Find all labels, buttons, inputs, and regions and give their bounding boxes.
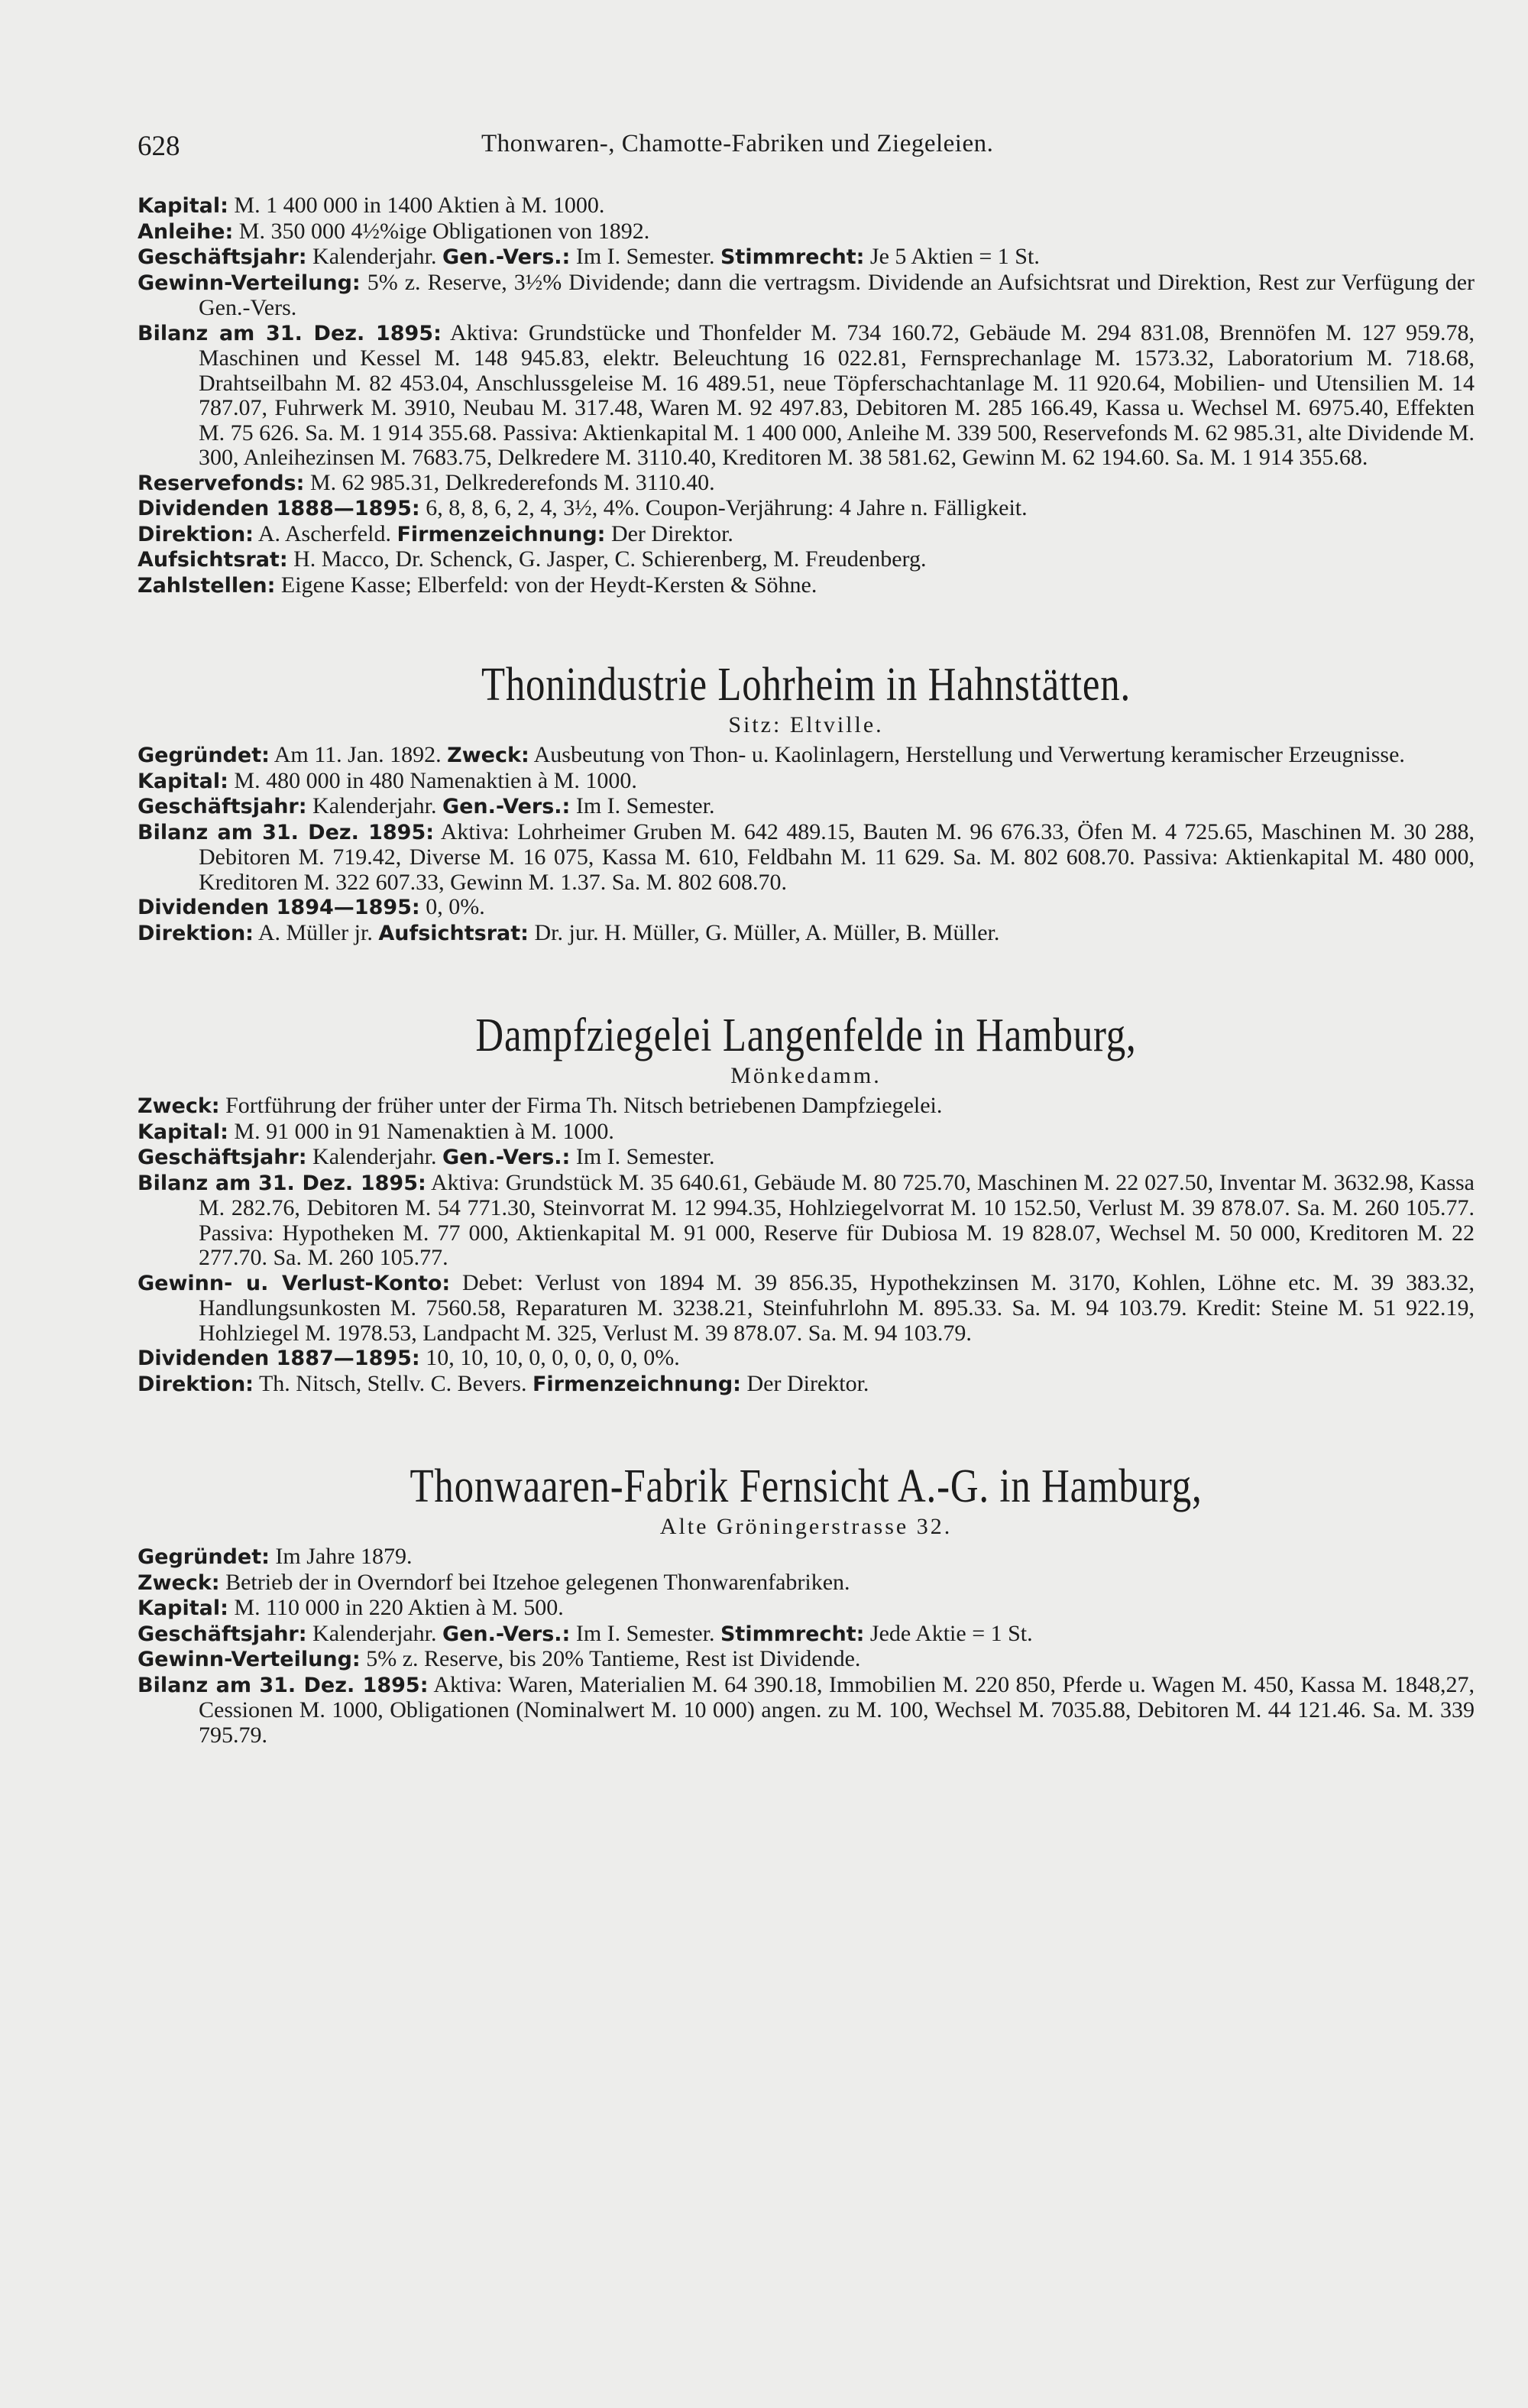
running-head (138, 130, 1482, 168)
entry-kapital: Kapital: M. 91 000 in 91 Namenaktien à M. 1000. (138, 1118, 614, 1144)
entry-zahlstellen: Zahlstellen: Eigene Kasse; Elberfeld: von der Heydt-Kersten & Söhne. (138, 572, 817, 598)
entry-gewinn-verteilung: Gewinn-Verteilung: 5% z. Reserve, bis 20% Tantieme, Rest ist Dividende. (138, 1646, 861, 1671)
entry-geschaeftsjahr: Geschäftsjahr: Kalenderjahr. Gen.-Vers.: Im I. Semester. Stimmrecht: Jede Aktie = 1 St. (138, 1620, 1033, 1646)
page-body (138, 193, 1475, 1748)
entry-kapital: Kapital: M. 110 000 in 220 Aktien à M. 500. (138, 1595, 564, 1620)
entry-bilanz: Bilanz am 31. Dez. 1895: Aktiva: Waren, Materialien M. 64 390.18, Immobilien M. 220 850, Pferde u. Wagen M. 450, Kassa M. 1848,27, Cessionen M. 1000, Obligationen (Nominalwert M. 10 000) angen. zu M. 100, Wechsel M. 7035.88, Debitoren M. 44 121.46. Sa. M. 339 795.79. (138, 1671, 1475, 1748)
entry-geschaeftsjahr: Geschäftsjahr: Kalenderjahr. Gen.-Vers.: Im I. Semester. Stimmrecht: Je 5 Aktien = 1 St. (138, 244, 1040, 269)
section-thonwaaren-fabrik-fernsicht (138, 1460, 1475, 1748)
entry-gewinn-verteilung: Gewinn-Verteilung: 5% z. Reserve, 3½% Dividende; dann die vertragsm. Dividende an Aufsichtsrat und Direktion, Rest zur Verfügung der Gen.-Vers. (138, 269, 1475, 320)
section-dampfziegelei-langenfelde (138, 1009, 1475, 1397)
company-address: Mönkedamm. (730, 1063, 882, 1088)
entry-direktion: Direktion: Th. Nitsch, Stellv. C. Bevers. Firmenzeichnung: Der Direktor. (138, 1370, 869, 1396)
entry-gegruendet: Gegründet: Im Jahre 1879. (138, 1544, 413, 1569)
entry-bilanz: Bilanz am 31. Dez. 1895: Aktiva: Lohrheimer Gruben M. 642 489.15, Bauten M. 96 676.33, Öfen M. 4 725.65, Maschinen M. 30 288, Debitoren M. 719.42, Diverse M. 16 075, Kassa M. 610, Feldbahn M. 11 629. Sa. M. 802 608.70. Passiva: Aktienkapital M. 480 000, Kreditoren M. 322 607.33, Gewinn M. 1.37. Sa. M. 802 608.70. (138, 818, 1475, 895)
entry-aufsichtsrat: Aufsichtsrat: H. Macco, Dr. Schenck, G. Jasper, C. Schierenberg, M. Freudenberg. (138, 546, 927, 572)
section-continued (138, 193, 1475, 598)
entry-zweck: Zweck: Fortführung der früher unter der Firma Th. Nitsch betriebenen Dampfziegelei. (138, 1093, 943, 1118)
entry-bilanz: Bilanz am 31. Dez. 1895: Aktiva: Grundstück M. 35 640.61, Gebäude M. 80 725.70, Maschinen M. 22 027.50, Inventar M. 3632.98, Kassa M. 282.76, Debitoren M. 54 771.30, Steinvorrat M. 12 994.35, Hohlziegelvorrat M. 10 152.50, Verlust M. 39 878.07. Sa. M. 260 105.77. Passiva: Hypotheken M. 77 000, Aktienkapital M. 91 000, Reserve für Dubiosa M. 19 828.07, Wechsel M. 50 000, Kreditoren M. 22 277.70. Sa. M. 260 105.77. (138, 1169, 1475, 1270)
entry-gewinn-verlust: Gewinn- u. Verlust-Konto: Debet: Verlust von 1894 M. 39 856.35, Hypothekzinsen M. 3170, Kohlen, Löhne etc. M. 39 383.32, Handlungsunkosten M. 7560.58, Reparaturen M. 3238.21, Steinfuhrlohn M. 895.33. Sa. M. 94 103.79. Kredit: Steine M. 51 922.19, Hohlziegel M. 1978.53, Landpacht M. 325, Verlust M. 39 878.07. Sa. M. 94 103.79. (138, 1269, 1475, 1346)
company-seat: Sitz: Eltville. (728, 712, 884, 737)
company-title: Thonwaaren-Fabrik Fernsicht A.-G. in Hamburg, (410, 1460, 1203, 1512)
entry-direktion: Direktion: A. Ascherfeld. Firmenzeichnung: Der Direktor. (138, 520, 733, 546)
entry-bilanz: Bilanz am 31. Dez. 1895: Aktiva: Grundstücke und Thonfelder M. 734 160.72, Gebäude M. 294 831.08, Brennöfen M. 127 959.78, Maschinen und Kessel M. 148 945.83, elektr. Beleuchtung 16 022.81, Fernsprechanlage M. 1573.32, Laboratorium M. 718.68, Drahtseilbahn M. 82 453.04, Anschlussgeleise M. 16 489.51, neue Töpferschachtanlage M. 11 920.64, Mobilien- und Utensilien M. 14 787.07, Fuhrwerk M. 3910, Neubau M. 317.48, Waren M. 92 497.83, Debitoren M. 285 166.49, Kassa u. Wechsel M. 6975.40, Effekten M. 75 626. Sa. M. 1 914 355.68. Passiva: Aktienkapital M. 1 400 000, Anleihe M. 339 500, Reservefonds M. 62 985.31, alte Dividende M. 300, Anleihezinsen M. 7683.75, Delkredere M. 3110.40, Kreditoren M. 38 581.62, Gewinn M. 62 194.60. Sa. M. 1 914 355.68. (138, 319, 1475, 470)
entry-anleihe: Anleihe: M. 350 000 4½%ige Obligationen von 1892. (138, 218, 650, 244)
section-thonindustrie-lohrheim (138, 658, 1475, 946)
entry-kapital: Kapital: M. 1 400 000 in 1400 Aktien à M. 1000. (138, 193, 605, 218)
entry-kapital: Kapital: M. 480 000 in 480 Namenaktien à M. 1000. (138, 767, 637, 793)
running-title: Thonwaren-, Chamotte-Fabriken und Ziegeleien. (481, 130, 994, 157)
company-title: Thonindustrie Lohrheim in Hahnstätten. (481, 659, 1131, 711)
company-title: Dampfziegelei Langenfelde in Hamburg, (475, 1010, 1137, 1061)
entry-geschaeftsjahr: Geschäftsjahr: Kalenderjahr. Gen.-Vers.: Im I. Semester. (138, 1144, 715, 1169)
entry-dividenden: Dividenden 1894—1895: 0, 0%. (138, 894, 485, 919)
entry-geschaeftsjahr: Geschäftsjahr: Kalenderjahr. Gen.-Vers.: Im I. Semester. (138, 793, 715, 818)
company-address: Alte Gröningerstrasse 32. (659, 1514, 953, 1539)
entry-dividenden: Dividenden 1888—1895: 6, 8, 8, 6, 2, 4, 3½, 4%. Coupon-Verjährung: 4 Jahre n. Fälligkeit. (138, 495, 1028, 520)
page-number: 628 (138, 131, 180, 162)
entry-direktion: Direktion: A. Müller jr. Aufsichtsrat: Dr. jur. H. Müller, G. Müller, A. Müller, B. Müller. (138, 919, 1000, 945)
entry-zweck: Zweck: Betrieb der in Overndorf bei Itzehoe gelegenen Thonwarenfabriken. (138, 1569, 850, 1595)
entry-dividenden: Dividenden 1887—1895: 10, 10, 10, 0, 0, 0, 0, 0, 0%. (138, 1345, 680, 1370)
entry-gegruendet: Gegründet: Am 11. Jan. 1892. Zweck: Ausbeutung von Thon- u. Kaolinlagern, Herstellung und Verwertung keramischer Erzeugnisse. (138, 742, 1405, 767)
entry-reservefonds: Reservefonds: M. 62 985.31, Delkrederefonds M. 3110.40. (138, 469, 715, 495)
